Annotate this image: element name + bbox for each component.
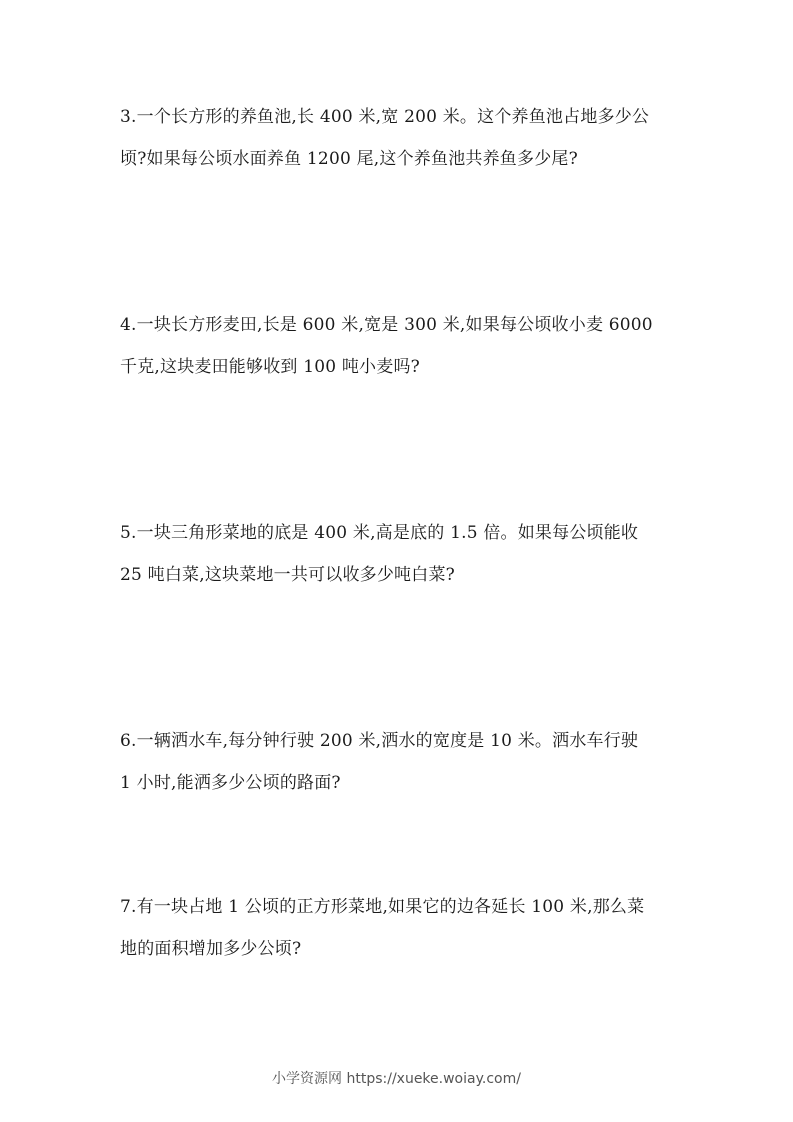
problem-4-line-2: 千克,这块麦田能够收到 100 吨小麦吗?	[120, 357, 420, 377]
problem-7	[120, 886, 680, 970]
problem-7-line-2: 地的面积增加多少公顷?	[120, 939, 302, 959]
problem-5-line-1: 5.一块三角形菜地的底是 400 米,高是底的 1.5 倍。如果每公顷能收	[120, 523, 639, 543]
footer-source-text: 小学资源网 https://xueke.woiay.com/	[272, 1071, 521, 1087]
problem-6	[120, 720, 680, 804]
problem-6-line-2: 1 小时,能洒多少公顷的路面?	[120, 773, 341, 793]
problem-5	[120, 512, 680, 596]
problem-3	[120, 96, 680, 180]
problem-4-line-1: 4.一块长方形麦田,长是 600 米,宽是 300 米,如果每公顷收小麦 6000	[120, 315, 653, 335]
problem-4	[120, 304, 680, 388]
problem-3-line-1: 3.一个长方形的养鱼池,长 400 米,宽 200 米。这个养鱼池占地多少公	[120, 107, 650, 127]
problem-5-line-2: 25 吨白菜,这块菜地一共可以收多少吨白菜?	[120, 565, 455, 585]
problem-6-line-1: 6.一辆洒水车,每分钟行驶 200 米,洒水的宽度是 10 米。洒水车行驶	[120, 731, 639, 751]
problem-3-line-2: 顷?如果每公顷水面养鱼 1200 尾,这个养鱼池共养鱼多少尾?	[120, 149, 578, 169]
problem-7-line-1: 7.有一块占地 1 公顷的正方形菜地,如果它的边各延长 100 米,那么菜	[120, 897, 645, 917]
